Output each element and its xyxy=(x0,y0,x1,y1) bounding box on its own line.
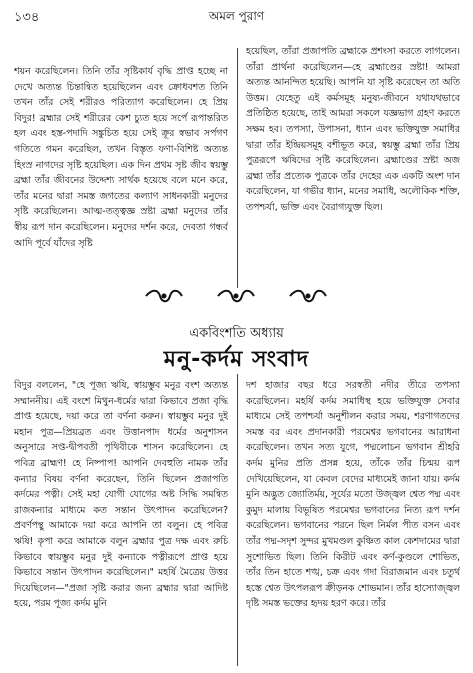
bottom-left-column-text: বিদুর বললেন, "হে পূজ্য ঋষি, স্বায়ম্ভুব মনুর বংশ অত্যন্ত সম্মাননীয়। এই বংশে মিথুন-ধর্মের দ্বারা কিভাবে প্রজা বৃদ্ধি প্রাপ্ত হয়েছে, দয়া করে তা বর্ণনা করুন। স্বায়ম্ভুব মনুর দুই মহান পুত্র—প্রিয়ব্রত এবং উত্তানপাদ ধর্মের অনুশাসন অনুসারে সপ্ত-দ্বীপবতী পৃথিবীকে শাসন করেছিলেন। হে পবিত্র ব্রাহ্মণ! হে নিষ্পাপ! আপনি দেবহুতি নামক তাঁর কন্যার বিষয় বর্ণনা করেছেন, তিনি ছিলেন প্রজাপতি কর্দমের পত্নী। সেই মহা যোগী যোগের অষ্ট সিদ্ধি সমন্বিত রাজকন্যার মাধ্যমে কত সন্তান উৎপাদন করেছিলেন? প্রবর্ণপন্থু আমাকে দয়া করে আপনি তা বলুন। হে পবিত্র ঋষি! কৃপা করে আমাকে বলুন ব্রহ্মার পুত্র দক্ষ এবং রুচি কিভাবে স্বায়ম্ভুব মনুর দুই কন্যাকে পত্নীরূপে প্রাপ্ত হয়ে কিভাবে সন্তান উৎপাদন করেছিলেন।" মহর্ষি মৈত্রেয় উত্তর দিয়েছিলেন—"প্রজা সৃষ্টি করার জন্য ব্রহ্মার দ্বারা আদিষ্ট হয়ে, পরম পূজ্য কর্দম মুনি xyxy=(14,380,228,610)
top-left-column-text: শয়ন করেছিলেন। তিনি তাঁর সৃষ্টিকার্য বৃদ্ধি প্রাপ্ত হচ্ছে না দেখে অত্যন্ত চিন্তান্বিত হয়েছিলেন এবং ক্রোধবশত তিনি তখন তাঁর সেই শরীরও পরিত্যাগ করেছিলেন। হে প্রিয় বিদুর! ব্রহ্মার সেই শরীরের কেশ চ্যুত হয়ে সর্পে রূপান্তরিত হল এবং হস্ত-পদাদি সঙ্কুচিত হয়ে সেই ক্রূর স্বভাব সর্পগণ গতিতে গমন করেছিল, তখন বিস্তৃত ফণা-বিশিষ্ট অত্যন্ত হিংস্র নাগদের সৃষ্টি হয়েছিল। এক দিন প্রথম সৃষ্ট জীব স্বয়ম্ভু ব্রহ্মা তাঁর জীবনের উদ্দেশ্য সার্থক হয়েছে বলে মনে করে, তাঁর মনের দ্বারা সমস্ত জগতের কল্যাণ সাধনকারী মনুদের সৃষ্টি করেছিলেন। আত্ম-তত্ত্বজ্ঞ স্রষ্টা ব্রহ্মা মনুদের তাঁর স্বীয় রূপ দান করেছিলেন। মনুদের দর্শন করে, দেবতা গন্ধর্ব আদি পূর্বে যাঁদের সৃষ্টি xyxy=(14,66,228,249)
page-number: ১৩৪ xyxy=(14,10,40,25)
top-right-column-text: হয়েছিল, তাঁরা প্রজাপতি ব্রহ্মাকে প্রশংসা করতে লাগলেন। তাঁরা প্রার্থনা করেছিলেন—হে ব্রহ্মাণ্ডের স্রষ্টা! আমরা অত্যন্ত আনন্দিত হয়েছি। আপনি যা সৃষ্টি করেছেন তা অতি উত্তম। যেহেতু এই কর্মসমূহ মনুষ্য-জীবনে যথাযথভাবে প্রতিষ্ঠিত হয়েছে, তাই আমরা সকলে যজ্ঞভাগ গ্রহণ করতে সক্ষম হব। তপস্যা, উপাসনা, ধ্যান এবং ভক্তিযুক্ত সমাধির দ্বারা তাঁর ইন্দ্রিয়সমূহ বশীভূত করে, স্বয়ম্ভু ব্রহ্মা তাঁর প্রিয় পুত্ররূপে ঋষিদের সৃষ্টি করেছিলেন। ব্রহ্মাণ্ডের স্রষ্টা অজ ব্রহ্মা তাঁর প্রত্যেক পুত্রকে তাঁর দেহের এক একটি অংশ দান করেছিলেন, যা গভীর ধ্যান, মনের সমাধি, অলৌকিক শক্তি, তপশ্চর্যা, ভক্তি এবং বৈরাগ্যযুক্ত ছিল। xyxy=(246,46,460,213)
running-title: অমল পুরাণ xyxy=(208,9,265,23)
page-header xyxy=(0,6,473,28)
chapter-title: মনু-কর্দম সংবাদ xyxy=(163,347,310,372)
chapter-number: একবিংশতি অধ্যায় xyxy=(189,326,284,341)
bottom-right-column-text: দশ হাজার বছর ধরে সরস্বতী নদীর তীরে তপস্যা করেছিলেন। মহর্ষি কর্দম সমাধিস্থ হয়ে ভক্তিযুক্ত সেবার মাধ্যমে সেই তপশ্চর্যা অনুশীলন করার সময়, শরণাগতদের সমস্ত বর এবং প্রদানকারী পরমেশ্বর ভগবানের আরাধনা করেছিলেন। তখন সত্য যুগে, পদ্মলোচন ভগবান শ্রীহরি কর্দম মুনির প্রতি প্রসন্ন হয়ে, তাঁকে তাঁর চিন্ময় রূপ দেখিয়েছিলেন, যা কেবল বেদের মাধ্যমেই জানা যায়। কর্দম মুনি অদ্ভুত জ্যোতির্ময়, সূর্যের মতো উজ্জ্বল শ্বেত পদ্ম এবং কুমুদ মালায় বিভূষিত পরমেশ্বর ভগবানের নিত্য রূপ দর্শন করেছিলেন। ভগবানের পরনে ছিল নির্মল পীত বসন এবং তাঁর পদ্ম-সদৃশ সুন্দর মুখমণ্ডল কুঞ্চিত কাল কেশদামের দ্বারা সুশোভিত ছিল। তিনি কিরীট এবং কর্ণ-কুণ্ডলে শোভিত, তাঁর তিন হাতে শঙ্খ, চক্র এবং গদা বিরাজমান এবং চতুর্থ হস্তে শ্বেত উৎপলরূপ ক্রীড়নক শোভমান। তাঁর হাস্যোজ্জ্বল দৃষ্টি সমস্ত ভক্তের হৃদয় হরণ করে। তাঁর xyxy=(246,380,460,610)
section-ornaments xyxy=(0,287,473,307)
column-divider-bottom xyxy=(237,374,238,666)
column-divider-top xyxy=(237,48,238,288)
ornament-flourish-icon xyxy=(144,287,184,305)
ornament-flourish-icon xyxy=(216,287,256,305)
ornament-flourish-icon xyxy=(288,287,328,305)
